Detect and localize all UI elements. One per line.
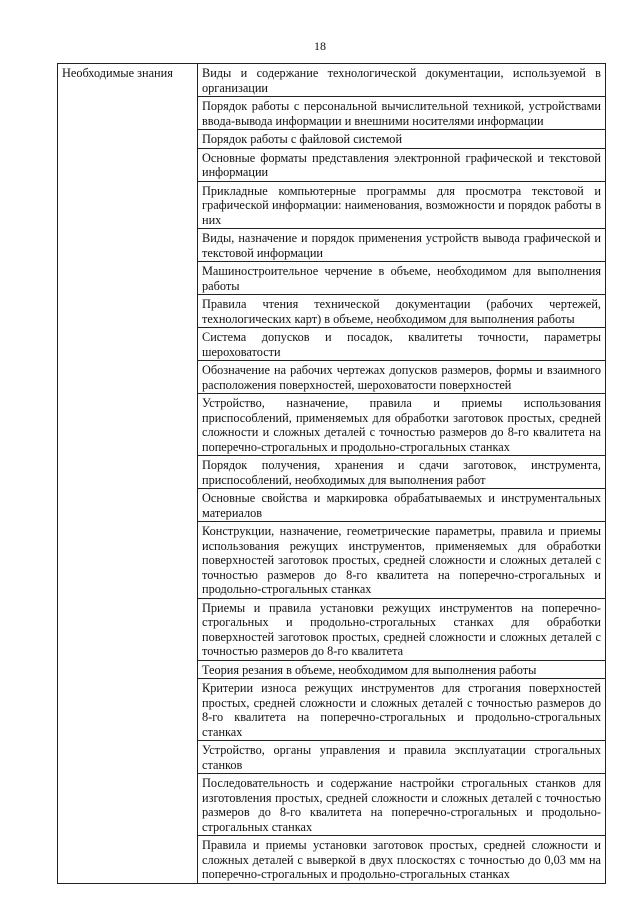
knowledge-item: Теория резания в объеме, необходимом для выполнения работы [198,660,606,679]
knowledge-item: Правила чтения технической документации (рабочих чертежей, технологических карт) в объеме, необходимом для выполнения работы [198,295,606,328]
knowledge-item: Порядок получения, хранения и сдачи заготовок, инструмента, приспособлений, необходимых для выполнения работ [198,456,606,489]
knowledge-item: Последовательность и содержание настройки строгальных станков для изготовления простых, средней сложности и сложных деталей с точностью размеров до 8-го квалитета на поперечно-строгальных и продольно-строгальных станках [198,774,606,836]
knowledge-item: Правила и приемы установки заготовок простых, средней сложности и сложных деталей с выверкой в двух плоскостях с точностью до 0,03 мм на поперечно-строгальных и продольно-строгальных станках [198,836,606,884]
knowledge-item: Прикладные компьютерные программы для просмотра текстовой и графической информации: наименования, возможности и порядок работы в них [198,181,606,229]
section-label: Необходимые знания [58,64,198,884]
table-row [58,64,606,97]
knowledge-table [57,63,606,884]
knowledge-item: Основные свойства и маркировка обрабатываемых и инструментальных материалов [198,489,606,522]
knowledge-item: Приемы и правила установки режущих инструментов на поперечно-строгальных и продольно-строгальных станках для обработки поверхностей заготовок простых, средней сложности и сложных деталей с точностью размеров до 8-го квалитета [198,598,606,660]
knowledge-item: Критерии износа режущих инструментов для строгания поверхностей простых, средней сложности и сложных деталей с точностью размеров до 8-го квалитета на поперечно-строгальных и продольно-строгальных станках [198,679,606,741]
knowledge-item: Устройство, назначение, правила и приемы использования приспособлений, применяемых для обработки заготовок простых, средней сложности и сложных деталей с точностью размеров до 8-го квалитета на поперечно-строгальных и продольно-строгальных станках [198,394,606,456]
knowledge-item: Обозначение на рабочих чертежах допусков размеров, формы и взаимного расположения поверхностей, шероховатости поверхностей [198,361,606,394]
knowledge-item: Конструкции, назначение, геометрические параметры, правила и приемы использования режущих инструментов, применяемых для обработки поверхностей заготовок простых, средней сложности и сложных деталей с точностью размеров до 8-го квалитета на поперечно-строгальных и продольно-строгальных станках [198,522,606,599]
knowledge-item: Виды, назначение и порядок применения устройств вывода графической и текстовой информации [198,229,606,262]
knowledge-item: Машиностроительное черчение в объеме, необходимом для выполнения работы [198,262,606,295]
knowledge-item: Основные форматы представления электронной графической и текстовой информации [198,148,606,181]
knowledge-item: Система допусков и посадок, квалитеты точности, параметры шероховатости [198,328,606,361]
page-number: 18 [314,39,326,53]
knowledge-item: Виды и содержание технологической документации, используемой в организации [198,64,606,97]
knowledge-item: Порядок работы с файловой системой [198,130,606,149]
knowledge-item: Устройство, органы управления и правила эксплуатации строгальных станков [198,741,606,774]
knowledge-item: Порядок работы с персональной вычислительной техникой, устройствами ввода-вывода информации и внешними носителями информации [198,97,606,130]
